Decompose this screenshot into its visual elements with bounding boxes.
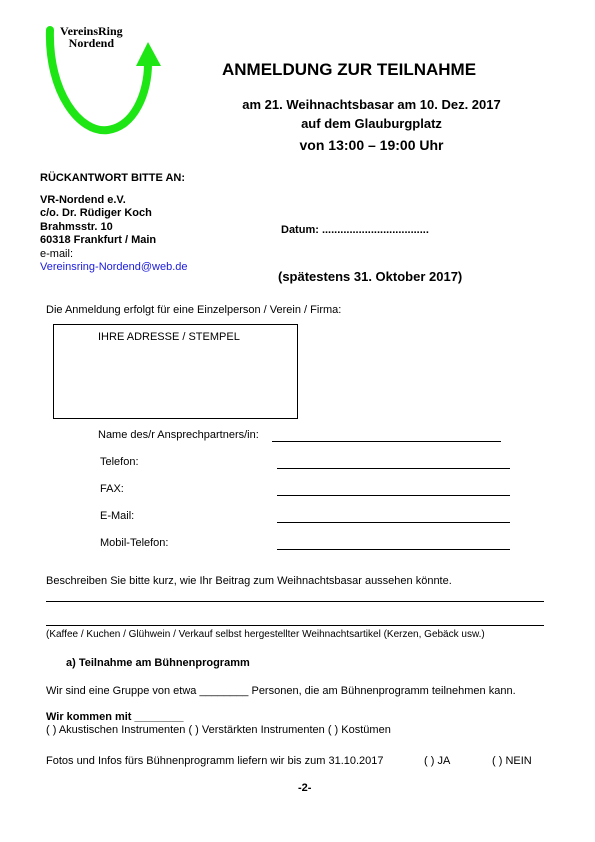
group-size-suffix: Personen, die am Bühnenprogramm teilnehmen kann. xyxy=(248,685,516,697)
reply-email-link[interactable]: Vereinsring-Nordend@web.de xyxy=(40,261,188,273)
phone-field[interactable] xyxy=(277,468,510,469)
address-stamp-box[interactable] xyxy=(53,324,298,419)
reply-org: VR-Nordend e.V. xyxy=(40,194,126,206)
reply-heading: RÜCKANTWORT BITTE AN: xyxy=(40,172,186,184)
contact-person-label: Name des/r Ansprechpartners/in: xyxy=(98,429,259,441)
describe-prompt: Beschreiben Sie bitte kurz, wie Ihr Beitrag zum Weihnachtsbasar aussehen könnte. xyxy=(46,575,452,587)
logo-text xyxy=(60,25,123,49)
group-size-prefix: Wir sind eine Gruppe von etwa xyxy=(46,685,200,697)
phone-label: Telefon: xyxy=(100,456,139,468)
instrument-options[interactable]: ( ) Akustischen Instrumenten ( ) Verstärkten Instrumenten ( ) Kostümen xyxy=(46,724,391,736)
deadline-note: (spätestens 31. Oktober 2017) xyxy=(278,269,463,284)
reply-contact: c/o. Dr. Rüdiger Koch xyxy=(40,207,152,219)
date-field[interactable]: Datum: ................................... xyxy=(281,224,429,236)
logo-line-2: Nordend xyxy=(68,36,115,50)
address-box-label: IHRE ADRESSE / STEMPEL xyxy=(98,331,240,343)
group-size-line xyxy=(46,685,516,697)
contact-person-field[interactable] xyxy=(272,441,501,442)
mobile-field[interactable] xyxy=(277,549,510,550)
photos-statement: Fotos und Infos fürs Bühnenprogramm liefern wir bis zum 31.10.2017 xyxy=(46,755,384,767)
yes-checkbox[interactable]: ( ) JA xyxy=(424,755,451,767)
reply-city: 60318 Frankfurt / Main xyxy=(40,234,157,246)
email-label: E-Mail: xyxy=(100,510,135,522)
reply-street: Brahmsstr. 10 xyxy=(40,221,113,233)
group-size-field[interactable]: ________ xyxy=(199,685,249,697)
page-title: ANMELDUNG ZUR TEILNAHME xyxy=(222,60,477,79)
logo-line-1: VereinsRing xyxy=(60,24,123,38)
email-field[interactable] xyxy=(277,522,510,523)
form-intro: Die Anmeldung erfolgt für eine Einzelperson / Verein / Firma: xyxy=(46,304,342,316)
page-number: -2- xyxy=(298,782,312,794)
come-with-label: Wir kommen mit xyxy=(46,711,135,723)
event-location: auf dem Glauburgplatz xyxy=(301,116,442,131)
come-with-line xyxy=(46,711,183,723)
reply-email-label: e-mail: xyxy=(40,248,74,260)
event-subtitle: am 21. Weihnachtsbasar am 10. Dez. 2017 xyxy=(242,97,501,112)
event-time: von 13:00 – 19:00 Uhr xyxy=(299,137,444,153)
describe-field-line-2[interactable] xyxy=(46,625,544,626)
no-checkbox[interactable]: ( ) NEIN xyxy=(492,755,532,767)
describe-field-line-1[interactable] xyxy=(46,601,544,602)
examples-note: (Kaffee / Kuchen / Glühwein / Verkauf selbst hergestellter Weihnachtsartikel (Kerzen, Gebäck usw.) xyxy=(46,629,485,640)
fax-label: FAX: xyxy=(100,483,124,495)
come-with-field[interactable]: ________ xyxy=(134,711,184,723)
mobile-label: Mobil-Telefon: xyxy=(100,537,169,549)
stage-heading: a) Teilnahme am Bühnenprogramm xyxy=(66,657,250,669)
fax-field[interactable] xyxy=(277,495,510,496)
